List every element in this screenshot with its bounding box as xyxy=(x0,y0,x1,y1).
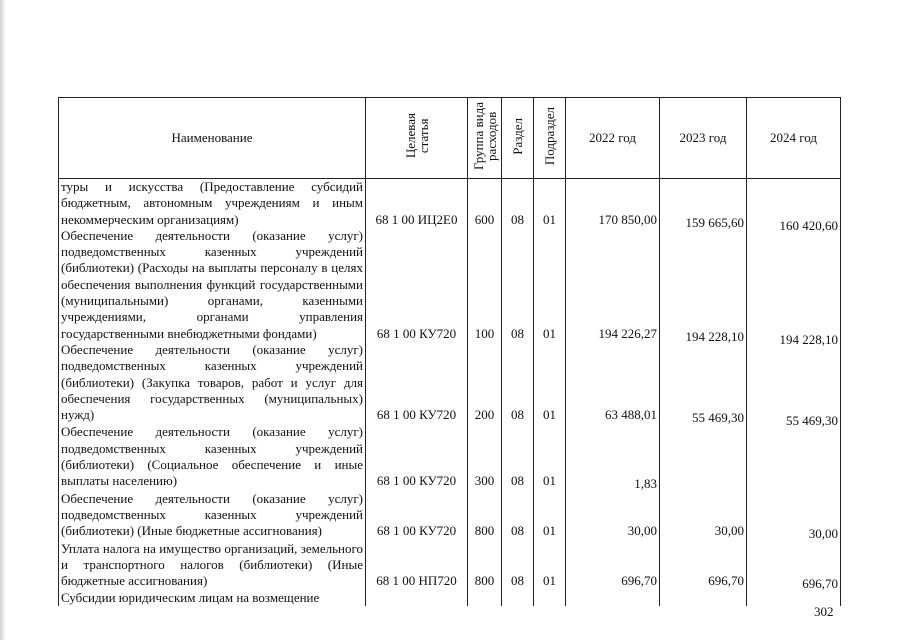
row-target-article: 68 1 00 КУ720 xyxy=(366,423,468,489)
header-subsection: Подраздел xyxy=(534,98,566,179)
row-value-2024: 696,70 xyxy=(747,539,841,589)
row-value-2024: 160 420,60 xyxy=(747,179,841,228)
row-name: Обеспечение деятельности (оказание услуг) подведомственных казенных учреждений (библиотеки) (Расходы на выплаты персоналу в целях обеспечения выполнения функций государственными (муниципальными) органами, казенными учреждениями, органами управления государственными внебюджетными фондами) xyxy=(59,228,366,342)
row-value-2023: 159 665,60 xyxy=(660,179,747,228)
row-target-article xyxy=(366,589,468,606)
header-expense-group: Группа вида расходов xyxy=(468,98,502,179)
row-section xyxy=(502,589,534,606)
row-value-2023: 30,00 xyxy=(660,489,747,539)
row-section: 08 xyxy=(502,179,534,228)
row-value-2024: 30,00 xyxy=(747,489,841,539)
budget-table xyxy=(58,97,841,606)
row-name: Обеспечение деятельности (оказание услуг) подведомственных казенных учреждений (библиотеки) (Закупка товаров, работ и услуг для обеспечения государственных (муниципальных) нужд) xyxy=(59,342,366,423)
row-expense-group: 100 xyxy=(468,228,502,342)
table-row xyxy=(59,342,841,423)
header-section: Раздел xyxy=(502,98,534,179)
row-subsection: 01 xyxy=(534,423,566,489)
row-subsection xyxy=(534,589,566,606)
row-value-2023 xyxy=(660,423,747,489)
header-name: Наименование xyxy=(59,98,366,179)
row-subsection: 01 xyxy=(534,228,566,342)
row-section: 08 xyxy=(502,342,534,423)
header-year-2022: 2022 год xyxy=(566,98,660,179)
header-target-article: Целевая статья xyxy=(366,98,468,179)
row-value-2024: 55 469,30 xyxy=(747,342,841,423)
row-value-2023: 55 469,30 xyxy=(660,342,747,423)
table-row xyxy=(59,228,841,342)
row-subsection: 01 xyxy=(534,539,566,589)
table-row xyxy=(59,179,841,228)
row-value-2024 xyxy=(747,423,841,489)
row-name: Обеспечение деятельности (оказание услуг) подведомственных казенных учреждений (библиотеки) (Социальное обеспечение и иные выплаты населению) xyxy=(59,423,366,489)
row-target-article: 68 1 00 ИЦ2Е0 xyxy=(366,179,468,228)
row-value-2022: 696,70 xyxy=(566,539,660,589)
row-expense-group: 600 xyxy=(468,179,502,228)
row-target-article: 68 1 00 КУ720 xyxy=(366,228,468,342)
row-name: Уплата налога на имущество организаций, земельного и транспортного налогов (библиотеки) (Иные бюджетные ассигнования) xyxy=(59,539,366,589)
row-expense-group: 800 xyxy=(468,539,502,589)
row-target-article: 68 1 00 КУ720 xyxy=(366,489,468,539)
header-year-2023: 2023 год xyxy=(660,98,747,179)
header-year-2024: 2024 год xyxy=(747,98,841,179)
scan-edge-shadow xyxy=(0,0,6,640)
row-value-2022: 63 488,01 xyxy=(566,342,660,423)
row-section: 08 xyxy=(502,423,534,489)
row-value-2023: 194 228,10 xyxy=(660,228,747,342)
row-target-article: 68 1 00 НП720 xyxy=(366,539,468,589)
row-subsection: 01 xyxy=(534,489,566,539)
row-subsection: 01 xyxy=(534,342,566,423)
row-value-2023: 696,70 xyxy=(660,539,747,589)
row-section: 08 xyxy=(502,539,534,589)
row-name: Субсидии юридическим лицам на возмещение xyxy=(59,589,366,606)
row-value-2022: 194 226,27 xyxy=(566,228,660,342)
row-value-2022 xyxy=(566,589,660,606)
row-section: 08 xyxy=(502,228,534,342)
table-row xyxy=(59,423,841,489)
row-expense-group: 300 xyxy=(468,423,502,489)
table-row xyxy=(59,589,841,606)
row-name: Обеспечение деятельности (оказание услуг) подведомственных казенных учреждений (библиотеки) (Иные бюджетные ассигнования) xyxy=(59,489,366,539)
row-value-2022: 170 850,00 xyxy=(566,179,660,228)
row-section: 08 xyxy=(502,489,534,539)
row-name: туры и искусства (Предоставление субсидий бюджетным, автономным учреждениям и иным некоммерческим организациям) xyxy=(59,179,366,228)
row-target-article: 68 1 00 КУ720 xyxy=(366,342,468,423)
row-value-2022: 1,83 xyxy=(566,423,660,489)
row-value-2022: 30,00 xyxy=(566,489,660,539)
table-row xyxy=(59,489,841,539)
row-expense-group xyxy=(468,589,502,606)
row-subsection: 01 xyxy=(534,179,566,228)
row-value-2023 xyxy=(660,589,747,606)
row-value-2024: 194 228,10 xyxy=(747,228,841,342)
row-expense-group: 200 xyxy=(468,342,502,423)
row-expense-group: 800 xyxy=(468,489,502,539)
table-row xyxy=(59,539,841,589)
table-header-row xyxy=(59,98,841,179)
page-number: 302 xyxy=(814,604,834,619)
